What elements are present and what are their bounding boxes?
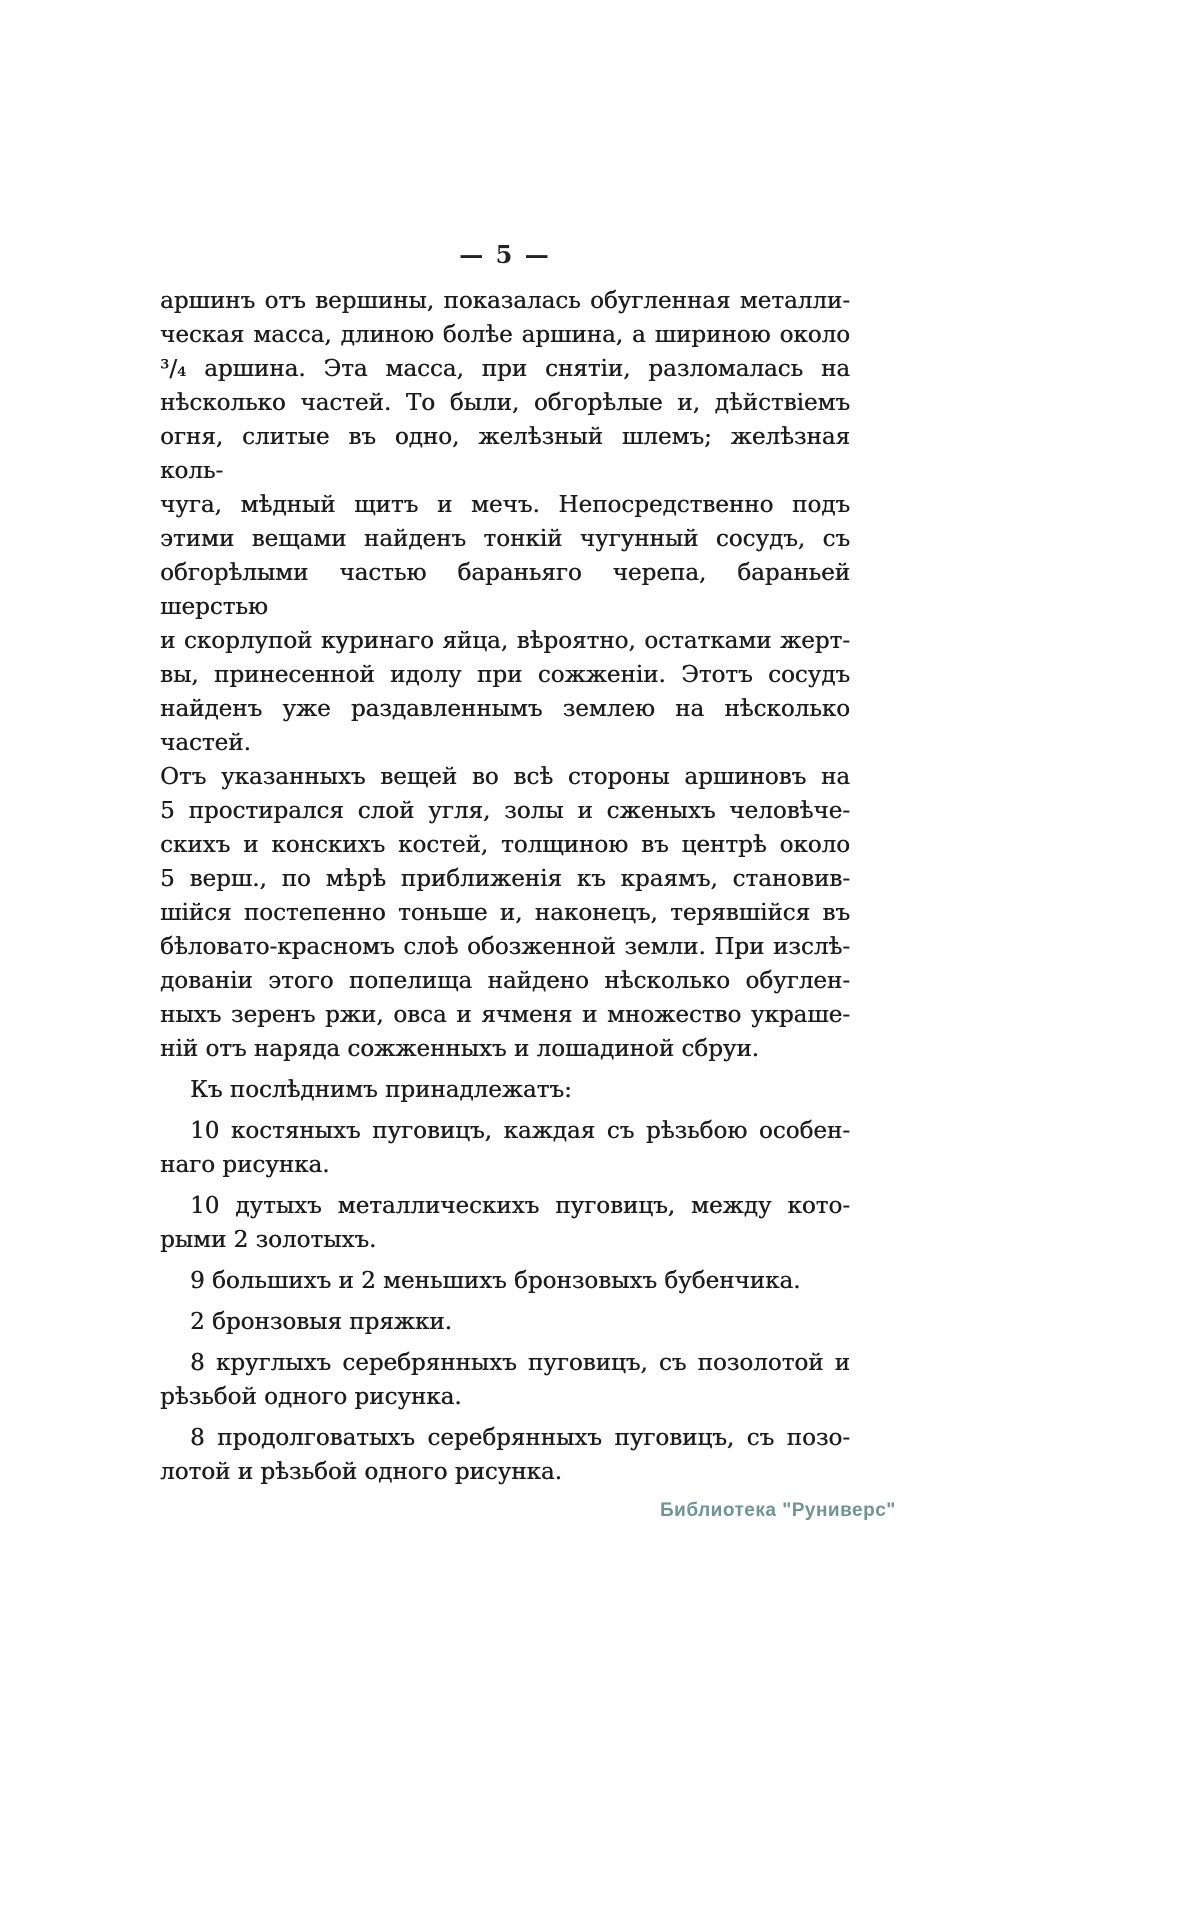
paragraph [160,284,850,1066]
text-line: 5 верш., по мѣрѣ приближенія къ краямъ, становив- [160,866,850,892]
text-line: 8 круглыхъ серебрянныхъ пуговицъ, съ позолотой и [190,1350,850,1376]
text-line: 10 костяныхъ пуговицъ, каждая съ рѣзьбою особен- [190,1118,850,1144]
text-line: 5 простирался слой угля, золы и сженыхъ человѣче- [160,798,850,824]
paragraph [160,1189,850,1257]
paragraph [160,1114,850,1182]
text-line: этими вещами найденъ тонкій чугунный сосудъ, съ [160,526,850,552]
text-line: чуга, мѣдный щитъ и мечъ. Непосредственно подъ [160,492,850,518]
paragraph [160,1073,850,1107]
text-line: дованіи этого попелища найдено нѣсколько обуглен- [160,968,850,994]
text-line: аршинъ отъ вершины, показалась обугленная металли- [160,288,850,314]
text-block [160,284,850,1489]
text-line: Къ послѣднимъ принадлежатъ: [190,1077,572,1103]
text-line: наго рисунка. [160,1152,330,1178]
text-line: обгорѣлыми частью бараньяго черепа, бараньей шерстью [160,560,850,620]
text-line: скихъ и конскихъ костей, толщиною въ центрѣ около [160,832,850,858]
text-line: огня, слитые въ одно, желѣзный шлемъ; желѣзная коль- [160,424,850,484]
text-line: нѣсколько частей. То были, обгорѣлые и, дѣйствіемъ [160,390,850,416]
text-line: ческая масса, длиною болѣе аршина, а шириною около [160,322,850,348]
text-line: лотой и рѣзьбой одного рисунка. [160,1459,562,1485]
paragraph [160,1421,850,1489]
library-watermark: Библиотека "Руниверс" [660,1500,896,1521]
text-line: 9 большихъ и 2 меньшихъ бронзовыхъ бубенчика. [190,1268,801,1294]
paragraph [160,1264,850,1298]
text-line: 10 дутыхъ металлическихъ пуговицъ, между кото- [190,1193,850,1219]
page-number: — 5 — [459,240,551,269]
text-line: найденъ уже раздавленнымъ землею на нѣсколько частей. [160,696,850,756]
paragraph [160,1305,850,1339]
text-line: рѣзьбой одного рисунка. [160,1384,462,1410]
text-line: и скорлупой куринаго яйца, вѣроятно, остатками жерт- [160,628,850,654]
text-line: 8 продолговатыхъ серебрянныхъ пуговицъ, съ позо- [190,1425,850,1451]
text-line: ныхъ зеренъ ржи, овса и ячменя и множество украше- [160,1002,850,1028]
text-line: 2 бронзовыя пряжки. [190,1309,452,1335]
text-line: рыми 2 золотыхъ. [160,1227,377,1253]
text-line: Отъ указанныхъ вещей во всѣ стороны аршиновъ на [160,764,850,790]
text-line: ній отъ наряда сожженныхъ и лошадиной сбруи. [160,1036,759,1062]
text-line: бѣловато-красномъ слоѣ обозженной земли. При изслѣ- [160,934,850,960]
text-line: ³/₄ аршина. Эта масса, при снятіи, разломалась на [160,356,850,382]
text-line: шійся постепенно тоньше и, наконецъ, терявшійся въ [160,900,850,926]
paragraph [160,1346,850,1414]
text-line: вы, принесенной идолу при сожженіи. Этотъ сосудъ [160,662,850,688]
